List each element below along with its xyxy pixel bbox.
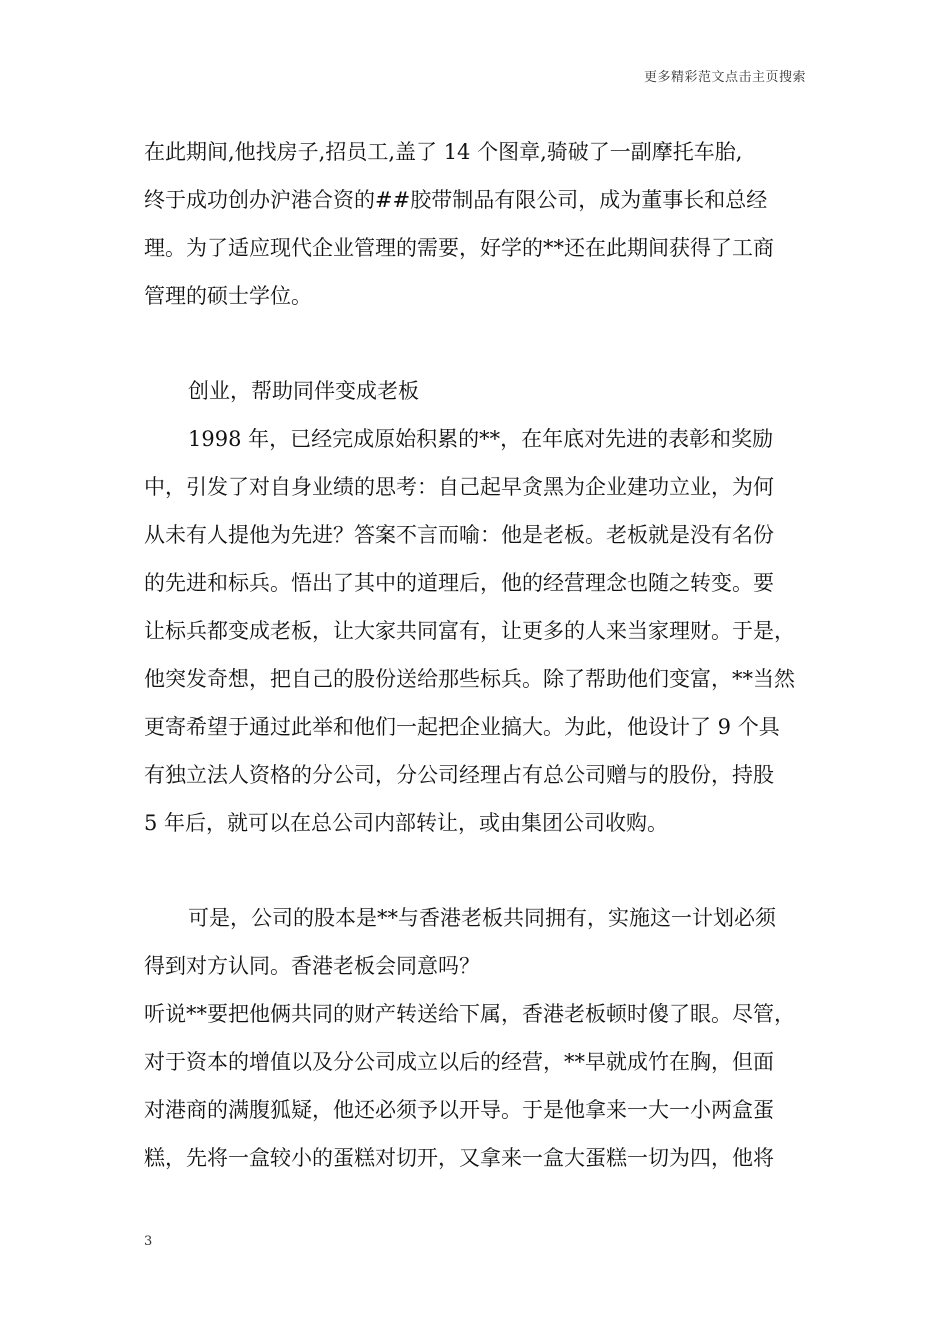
text-line: 可是，公司的股本是**与香港老板共同拥有，实施这一计划必须 bbox=[188, 906, 776, 930]
text-line: 糕，先将一盒较小的蛋糕对切开，又拿来一盒大蛋糕一切为四，他将 bbox=[144, 1146, 774, 1170]
page-header: 更多精彩范文点击主页搜索 bbox=[643, 70, 806, 85]
text-line: 得到对方认同。香港老板会同意吗？ bbox=[144, 954, 480, 978]
document-body bbox=[144, 128, 810, 1182]
paragraph-3 bbox=[144, 894, 810, 990]
paragraph-gap bbox=[144, 847, 810, 894]
text-line: 让标兵都变成老板，让大家共同富有，让更多的人来当家理财。于是， bbox=[144, 619, 795, 643]
text-line: 对港商的满腹狐疑，他还必须予以开导。于是他拿来一大一小两盒蛋 bbox=[144, 1098, 774, 1122]
text-line: 管理的硕士学位。 bbox=[144, 284, 312, 308]
page-number: 3 bbox=[144, 1234, 153, 1249]
section-heading: 创业，帮助同伴变成老板 bbox=[188, 379, 419, 403]
text-line: 他突发奇想，把自己的股份送给那些标兵。除了帮助他们变富，**当然 bbox=[144, 667, 795, 691]
text-line: 终于成功创办沪港合资的##胶带制品有限公司，成为董事长和总经 bbox=[144, 188, 768, 212]
text-line: 在此期间,他找房子,招员工,盖了 14 个图章,骑破了一副摩托车胎, bbox=[144, 140, 743, 164]
text-line: 中，引发了对自身业绩的思考：自己起早贪黑为企业建功立业，为何 bbox=[144, 475, 774, 499]
text-line: 5 年后，就可以在总公司内部转让，或由集团公司收购。 bbox=[144, 811, 669, 835]
text-line: 从未有人提他为先进？答案不言而喻：他是老板。老板就是没有名份 bbox=[144, 523, 774, 547]
text-line: 听说**要把他俩共同的财产转送给下属，香港老板顿时傻了眼。尽管， bbox=[144, 1002, 795, 1026]
text-line: 更寄希望于通过此举和他们一起把企业搞大。为此，他设计了 9 个具 bbox=[144, 715, 780, 739]
text-line: 1998 年，已经完成原始积累的**，在年底对先进的表彰和奖励 bbox=[188, 427, 774, 451]
text-line: 的先进和标兵。悟出了其中的道理后，他的经营理念也随之转变。要 bbox=[144, 571, 774, 595]
paragraph-1 bbox=[144, 128, 810, 320]
paragraph-2 bbox=[144, 415, 810, 847]
paragraph-gap bbox=[144, 320, 810, 367]
paragraph-4 bbox=[144, 990, 810, 1182]
text-line: 对于资本的增值以及分公司成立以后的经营，**早就成竹在胸，但面 bbox=[144, 1050, 774, 1074]
text-line: 有独立法人资格的分公司，分公司经理占有总公司赠与的股份，持股 bbox=[144, 763, 774, 787]
text-line: 理。为了适应现代企业管理的需要，好学的**还在此期间获得了工商 bbox=[144, 236, 774, 260]
